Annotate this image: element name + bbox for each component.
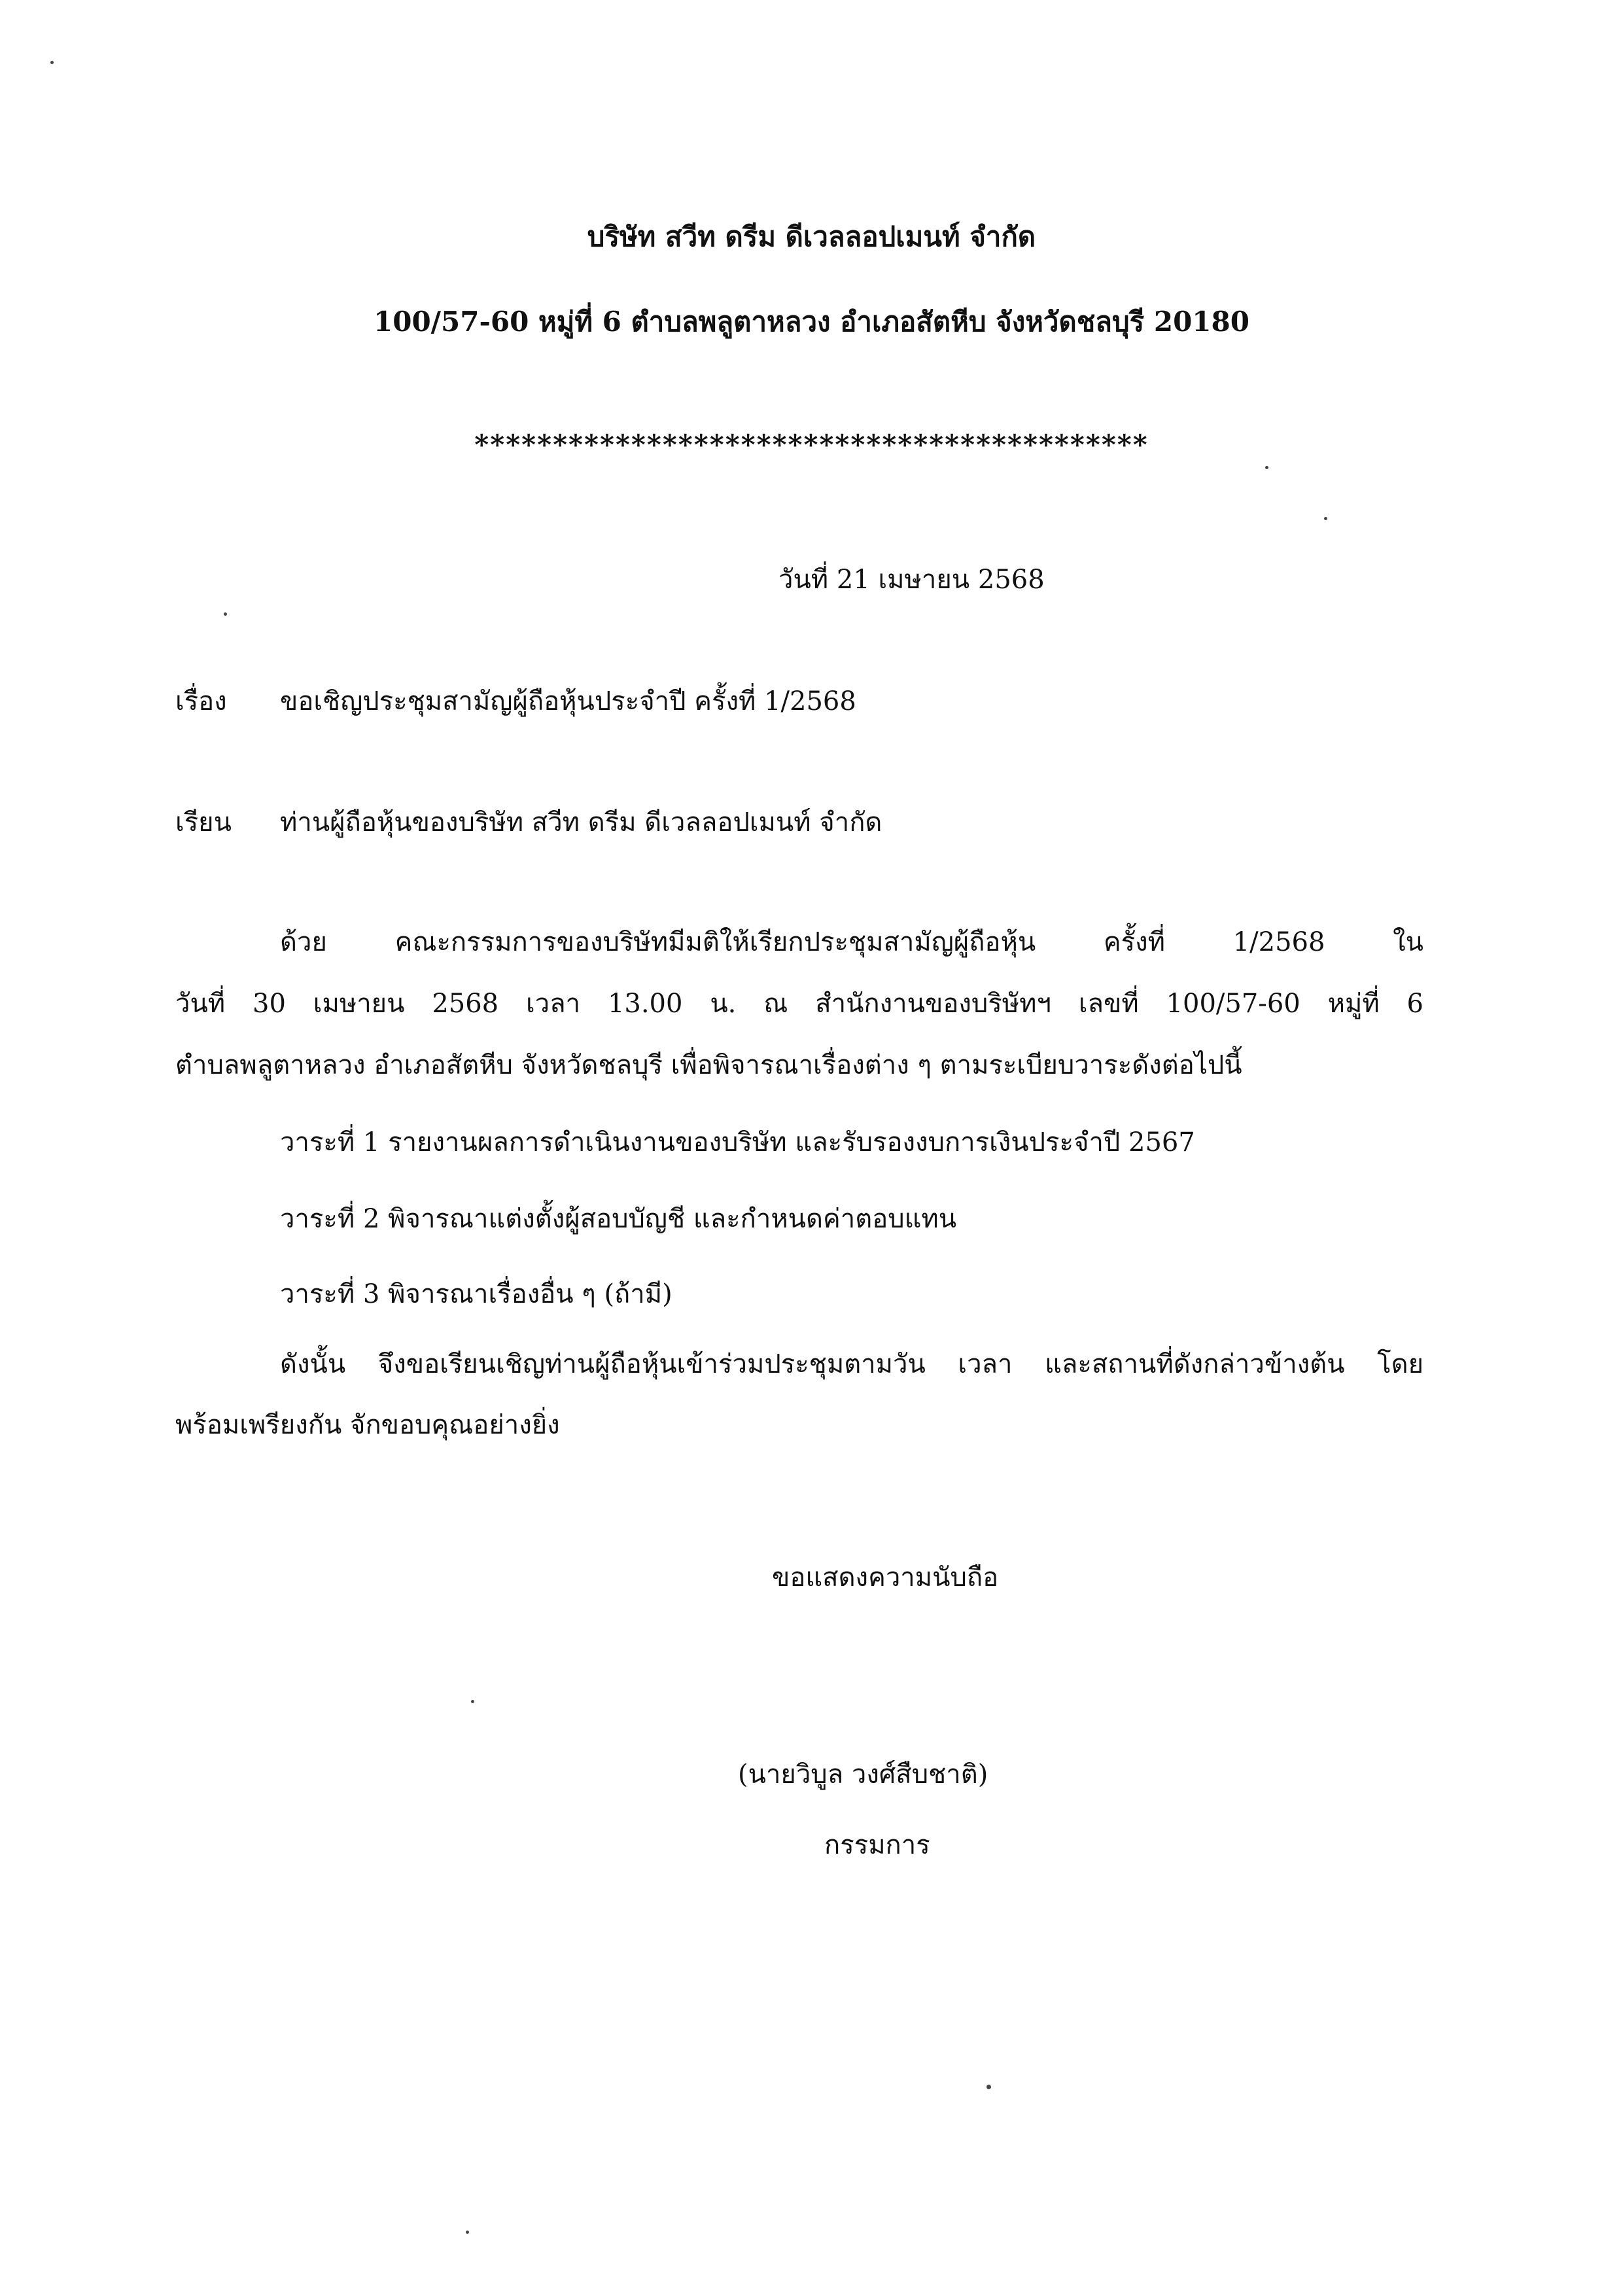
agenda-item-2: วาระที่ 2 พิจารณาแต่งตั้งผู้สอบบัญชี และกำหนดค่าตอบแทน: [280, 1204, 957, 1234]
body-paragraph-1-line-1: ด้วย คณะกรรมการของบริษัทมีมติให้เรียกประชุมสามัญผู้ถือหุ้น ครั้งที่ 1/2568 ใน: [280, 927, 1423, 957]
body-paragraph-2-line-2: พร้อมเพรียงกัน จักขอบคุณอย่างยิ่ง: [175, 1410, 560, 1440]
agenda-item-3: วาระที่ 3 พิจารณาเรื่องอื่น ๆ (ถ้ามี): [280, 1279, 672, 1309]
body-paragraph-2-line-1: ดังนั้น จึงขอเรียนเชิญท่านผู้ถือหุ้นเข้าร่วมประชุมตามวัน เวลา และสถานที่ดังกล่าวข้างต้น โดย: [280, 1349, 1423, 1379]
letter-date: วันที่ 21 เมษายน 2568: [778, 565, 1045, 595]
recipient-label: เรียน: [175, 807, 232, 838]
subject-text: ขอเชิญประชุมสามัญผู้ถือหุ้นประจำปี ครั้งที่ 1/2568: [280, 686, 856, 716]
body-paragraph-1-line-2: วันที่ 30 เมษายน 2568 เวลา 13.00 น. ณ สำนักงานของบริษัทฯ เลขที่ 100/57-60 หมู่ที่ 6: [175, 989, 1423, 1019]
company-address: 100/57-60 หมู่ที่ 6 ตำบลพลูตาหลวง อำเภอสัตหีบ จังหวัดชลบุรี 20180: [374, 306, 1249, 338]
company-name: บริษัท สวีท ดรีม ดีเวลลอปเมนท์ จำกัด: [587, 221, 1036, 253]
separator-line: *******************************************: [474, 429, 1149, 461]
body-paragraph-1-line-3: ตำบลพลูตาหลวง อำเภอสัตหีบ จังหวัดชลบุรี เพื่อพิจารณาเรื่องต่าง ๆ ตามระเบียบวาระดังต่อไปนี้: [175, 1050, 1242, 1080]
signer-title: กรรมการ: [824, 1830, 930, 1860]
closing-regards: ขอแสดงความนับถือ: [772, 1563, 999, 1593]
recipient-text: ท่านผู้ถือหุ้นของบริษัท สวีท ดรีม ดีเวลลอปเมนท์ จำกัด: [280, 807, 882, 838]
scan-speck: [986, 2085, 991, 2089]
scan-speck: [1265, 466, 1268, 469]
subject-label: เรื่อง: [175, 686, 227, 716]
scan-speck: [471, 1700, 474, 1703]
scan-speck: [50, 61, 54, 64]
scan-speck: [466, 2231, 469, 2234]
scan-speck: [1324, 517, 1327, 520]
scan-speck: [224, 612, 227, 616]
agenda-item-1: วาระที่ 1 รายงานผลการดำเนินงานของบริษัท และรับรองงบการเงินประจำปี 2567: [280, 1127, 1195, 1157]
signer-name: (นายวิบูล วงศ์สืบชาติ): [738, 1759, 988, 1790]
